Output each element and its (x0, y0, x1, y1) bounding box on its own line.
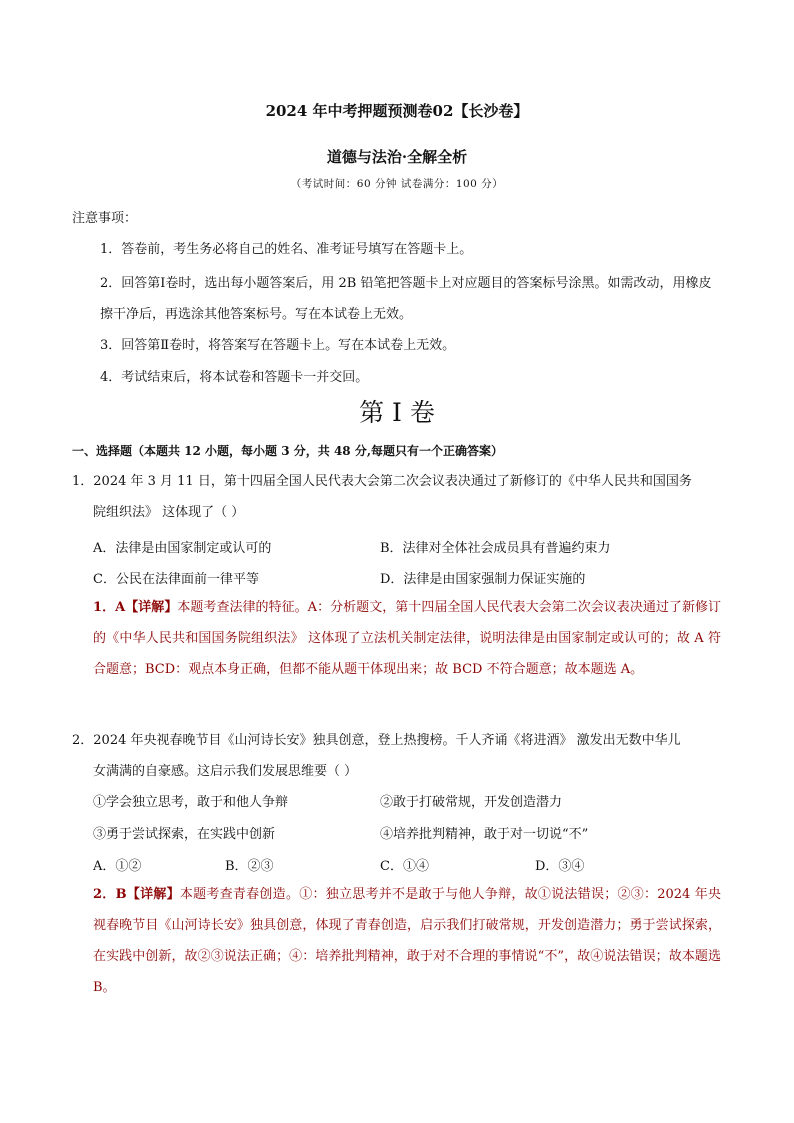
note-item: 4．考试结束后，将本试卷和答题卡一并交回。 (100, 370, 369, 385)
volume-title: 第 I 卷 (359, 398, 435, 427)
question-1 (72, 466, 722, 528)
question-stem: 2024 年 3 月 11 日，第十四届全国人民代表大会第二次会议表决通过了新修订的《中华人民共和国国务 (93, 474, 692, 489)
statement-2: ②敢于打破常规，开发创造潜力 (380, 795, 563, 810)
option-d: D．③④ (535, 859, 585, 874)
option-a: A．①② (93, 859, 142, 874)
statement-1: ①学会独立思考，敢于和他人争辩 (93, 795, 289, 810)
option-b: B．法律对全体社会成员具有普遍约束力 (380, 541, 611, 556)
option-b: B．②③ (225, 859, 274, 874)
option-a: A．法律是由国家制定或认可的 (93, 541, 272, 556)
note-item: 1．答卷前，考生务必将自己的姓名、准考证号填写在答题卡上。 (100, 242, 473, 257)
answer-text: 本题考查青春创造。①：独立思考并不是敢于与他人争辩，故①说法错误；②③：2024 年央视春晚节目《山河诗长安》独具创意，体现了青春创造，启示我们打破常规，开发创造潜力；勇于尝试探索，在实践中创新，故②③说法正确；④：培养批判精神，敢于对不合理的事情说“不”，故④说法错误；故本题选 B。 (93, 887, 721, 995)
notes-title: 注意事项： (72, 211, 138, 226)
answer-text: 本题考查法律的特征。A：分析题文，第十四届全国人民代表大会第二次会议表决通过了新修订的《中华人民共和国国务院组织法》 这体现了立法机关制定法律，说明法律是由国家制定或认可的；故 A 符合题意；BCD：观点本身正确，但都不能从题干体现出来；故 BCD 不符合题意；故本题选 A。 (93, 600, 722, 677)
note-item (100, 268, 720, 330)
question-stem-cont: 女满满的自豪感。这启示我们发展思维要（ ） (93, 764, 358, 779)
answer-tag: 1．A【详解】 (93, 600, 178, 615)
question-number: 1． (72, 474, 94, 489)
question-2 (72, 725, 722, 787)
question-stem-cont: 院组织法》 这体现了（ ） (93, 505, 245, 520)
note-item-text: 2．回答第Ⅰ卷时，选出每小题答案后，用 2B 铅笔把答题卡上对应题目的答案标号涂黑。如需改动，用橡皮擦干净后，再选涂其他答案标号。写在本试卷上无效。 (100, 276, 712, 322)
statement-3: ③勇于尝试探索，在实践中创新 (93, 827, 276, 842)
question-number: 2． (72, 733, 94, 748)
option-d: D．法律是由国家强制力保证实施的 (380, 572, 586, 587)
answer-2 (93, 879, 721, 1003)
statement-4: ④培养批判精神，敢于对一切说“不” (380, 827, 589, 842)
answer-1 (93, 592, 721, 685)
exam-subtitle: 道德与法治·全解全析 (326, 148, 468, 166)
option-c: C．①④ (380, 859, 429, 874)
exam-title: 2024 年中考押题预测卷02【长沙卷】 (265, 102, 529, 120)
option-c: C．公民在法律面前一律平等 (93, 572, 259, 587)
exam-info: （考试时间：60 分钟 试卷满分：100 分） (290, 178, 504, 190)
question-stem: 2024 年央视春晚节目《山河诗长安》独具创意，登上热搜榜。千人齐诵《将进酒》 激发出无数中华儿 (93, 733, 681, 748)
note-item: 3．回答第Ⅱ卷时，将答案写在答题卡上。写在本试卷上无效。 (100, 338, 456, 353)
answer-tag: 2．B【详解】 (93, 887, 180, 902)
section-title: 一、选择题（本题共 12 小题，每小题 3 分，共 48 分,每题只有一个正确答案） (72, 444, 503, 458)
